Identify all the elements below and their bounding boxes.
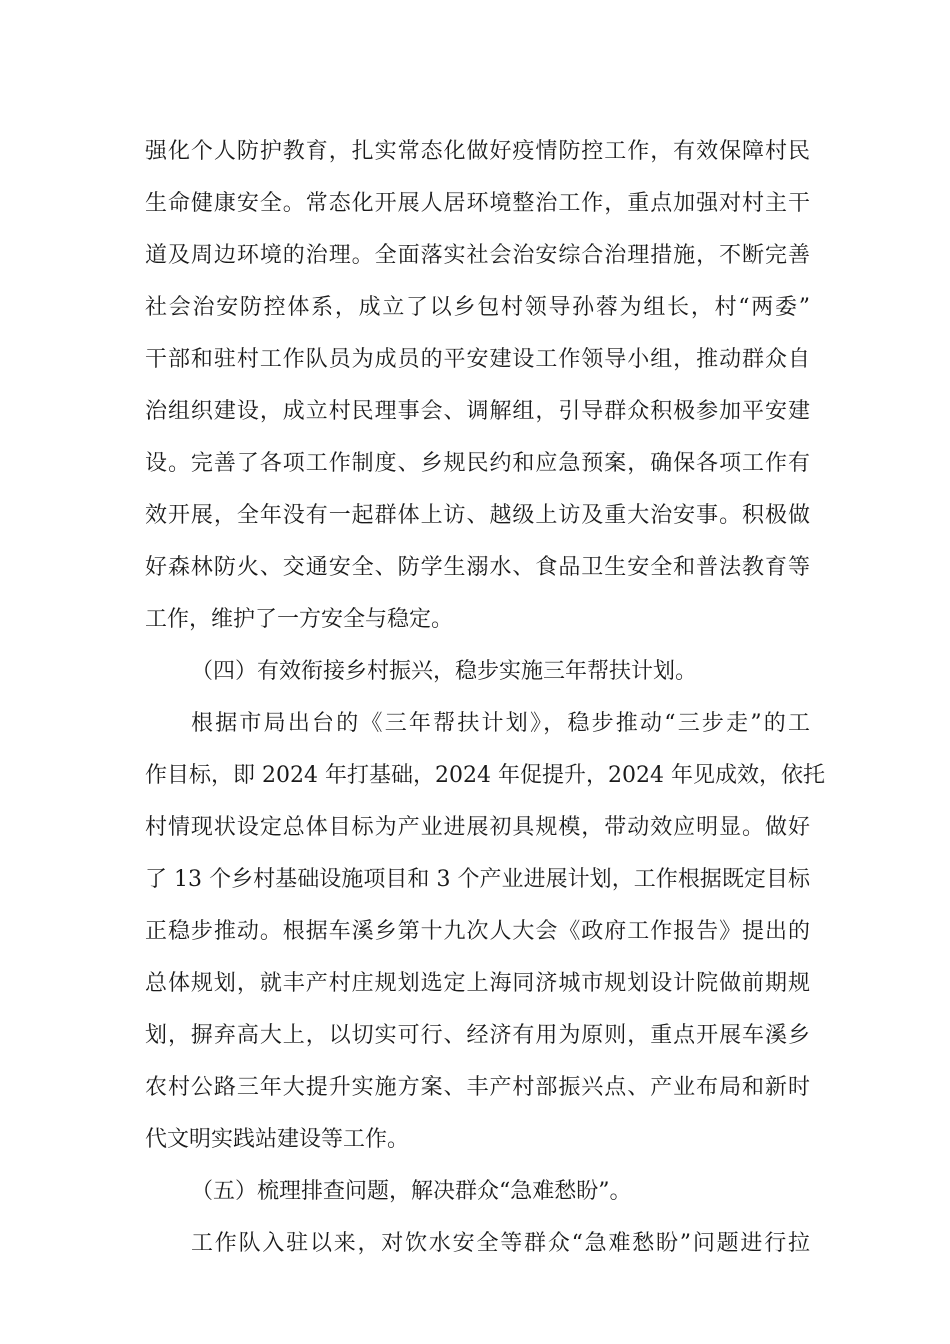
text-line: 干部和驻村工作队员为成员的平安建设工作领导小组，推动群众自	[145, 347, 810, 372]
text-line: 正稳步推动。根据车溪乡第十九次人大会《政府工作报告》提出的	[145, 919, 810, 944]
text-line: 治组织建设，成立村民理事会、调解组，引导群众积极参加平安建	[145, 399, 810, 424]
section-heading: （四）有效衔接乡村振兴，稳步实施三年帮扶计划。	[191, 659, 698, 684]
text-line: 好森林防火、交通安全、防学生溺水、食品卫生安全和普法教育等	[145, 555, 810, 580]
text-line: 了 13 个乡村基础设施项目和 3 个产业进展计划，工作根据既定目标	[145, 867, 810, 892]
section-heading: （五）梳理排查问题，解决群众“急难愁盼”。	[191, 1179, 632, 1204]
text-line: 根据市局出台的《三年帮扶计划》，稳步推动“三步走”的工	[191, 711, 810, 736]
text-line: 村情现状设定总体目标为产业进展初具规模，带动效应明显。做好	[145, 815, 810, 840]
text-line: 工作队入驻以来，对饮水安全等群众“急难愁盼”问题进行拉	[191, 1231, 810, 1256]
text-line: 农村公路三年大提升实施方案、丰产村部振兴点、产业布局和新时	[145, 1075, 810, 1100]
text-line: 总体规划，就丰产村庄规划选定上海同济城市规划设计院做前期规	[145, 971, 810, 996]
text-line: 划，摒弃高大上，以切实可行、经济有用为原则，重点开展车溪乡	[145, 1023, 810, 1048]
text-line: 社会治安防控体系，成立了以乡包村领导孙蓉为组长，村“两委”	[145, 295, 810, 320]
text-line: 效开展，全年没有一起群体上访、越级上访及重大治安事。积极做	[145, 503, 810, 528]
text-line: 作目标，即 2024 年打基础，2024 年促提升，2024 年见成效，依托	[145, 763, 825, 788]
text-line: 设。完善了各项工作制度、乡规民约和应急预案，确保各项工作有	[145, 451, 810, 476]
text-line: 工作，维护了一方安全与稳定。	[145, 607, 454, 632]
text-line: 代文明实践站建设等工作。	[145, 1127, 410, 1152]
text-line: 生命健康安全。常态化开展人居环境整治工作，重点加强对村主干	[145, 191, 810, 216]
text-line: 强化个人防护教育，扎实常态化做好疫情防控工作，有效保障村民	[145, 139, 810, 164]
text-line: 道及周边环境的治理。全面落实社会治安综合治理措施，不断完善	[145, 243, 810, 268]
